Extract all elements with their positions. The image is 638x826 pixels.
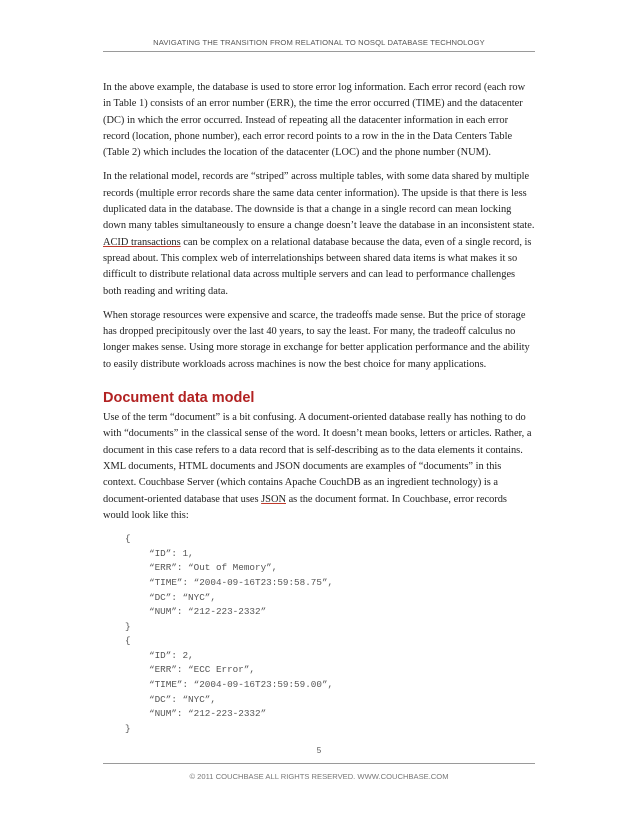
main-content — [103, 80, 535, 736]
footer-copyright: © 2011 COUCHBASE ALL RIGHTS RESERVED. WWW.COUCHBASE.COM — [189, 772, 449, 781]
paragraph-text: In the relational model, records are “striped” across multiple tables, with some data shared by multiple records (multiple error records share the same data center information). The upside is that there is less duplicated data in the database. The downside is that a change in a single record can mean locking down many tables simultaneously to ensure a change doesn’t leave the database in an inconsistent state. — [103, 171, 535, 232]
paragraph-storage-tradeoff: When storage resources were expensive and scarce, the tradeoffs made sense. But the price of storage has dropped precipitously over the last 40 years, to say the least. For many, the tradeoff calculus no longer makes sense. Using more storage in exchange for better application performance and the ability to easily distribute workloads across machines is now the best choice for many applications. — [103, 309, 530, 370]
code-line: “TIME”: “2004-09-16T23:59:59.00”, — [149, 679, 334, 691]
code-line: “ID”: 1, — [149, 547, 194, 559]
acid-transactions-link[interactable]: ACID transactions — [103, 236, 181, 248]
code-brace: { — [125, 635, 131, 647]
code-line: “DC”: “NYC”, — [149, 591, 216, 603]
code-line: “TIME”: “2004-09-16T23:59:58.75”, — [149, 576, 334, 588]
running-header: NAVIGATING THE TRANSITION FROM RELATIONAL TO NOSQL DATABASE TECHNOLOGY — [153, 38, 485, 47]
footer-rule — [103, 763, 535, 764]
code-line: “NUM”: “212-223-2332” — [149, 606, 267, 618]
code-line: “DC”: “NYC”, — [149, 693, 216, 705]
code-brace: } — [125, 722, 131, 734]
paragraph-text: as the document format. In Couchbase, error records would look like this: — [103, 493, 507, 521]
paragraph-relational-model — [103, 169, 535, 299]
code-brace: { — [125, 533, 131, 545]
page-number: 5 — [316, 746, 322, 755]
code-brace: } — [125, 620, 131, 632]
code-line: “NUM”: “212-223-2332” — [149, 708, 267, 720]
json-link[interactable]: JSON — [261, 493, 286, 505]
paragraph-relational-example: In the above example, the database is used to store error log information. Each error record (each row in Table 1) consists of an error number (ERR), the time the error occurred (TIME) and the datacenter (DC) in which the error occurred. Instead of repeating all the datacenter information in each error record (location, phone number), each error record points to a row in the in the Data Centers Table (Table 2) which includes the location of the datacenter (LOC) and the phone number (NUM). — [103, 82, 526, 159]
paragraph-text: Use of the term “document” is a bit confusing. A document-oriented database really has nothing to do with “documents” in the classical sense of the word. It doesn’t mean books, letters or articles. Rather, a document in this case refers to a data record that is self-describing as to the data elements it contains. XML documents, HTML documents and JSON documents are examples of “documents” in this context. Couchbase Server (which contains Apache CouchDB as an ingredient technology) is a document-oriented database that uses — [103, 412, 532, 505]
section-heading-document-data-model: Document data model — [103, 390, 255, 407]
json-code-block — [125, 532, 535, 736]
paragraph-text: can be complex on a relational database because the data, even of a single record, is spread about. This complex web of interrelationships between shared data items is what makes it so difficult to distribute relational data across multiple servers and can lead to performance challenges both reading and writing data. — [103, 236, 532, 297]
paragraph-document-definition — [103, 410, 535, 524]
code-line: “ERR”: “ECC Error”, — [149, 664, 256, 676]
code-line: “ERR”: “Out of Memory”, — [149, 562, 278, 574]
code-line: “ID”: 2, — [149, 649, 194, 661]
header-rule — [103, 51, 535, 52]
